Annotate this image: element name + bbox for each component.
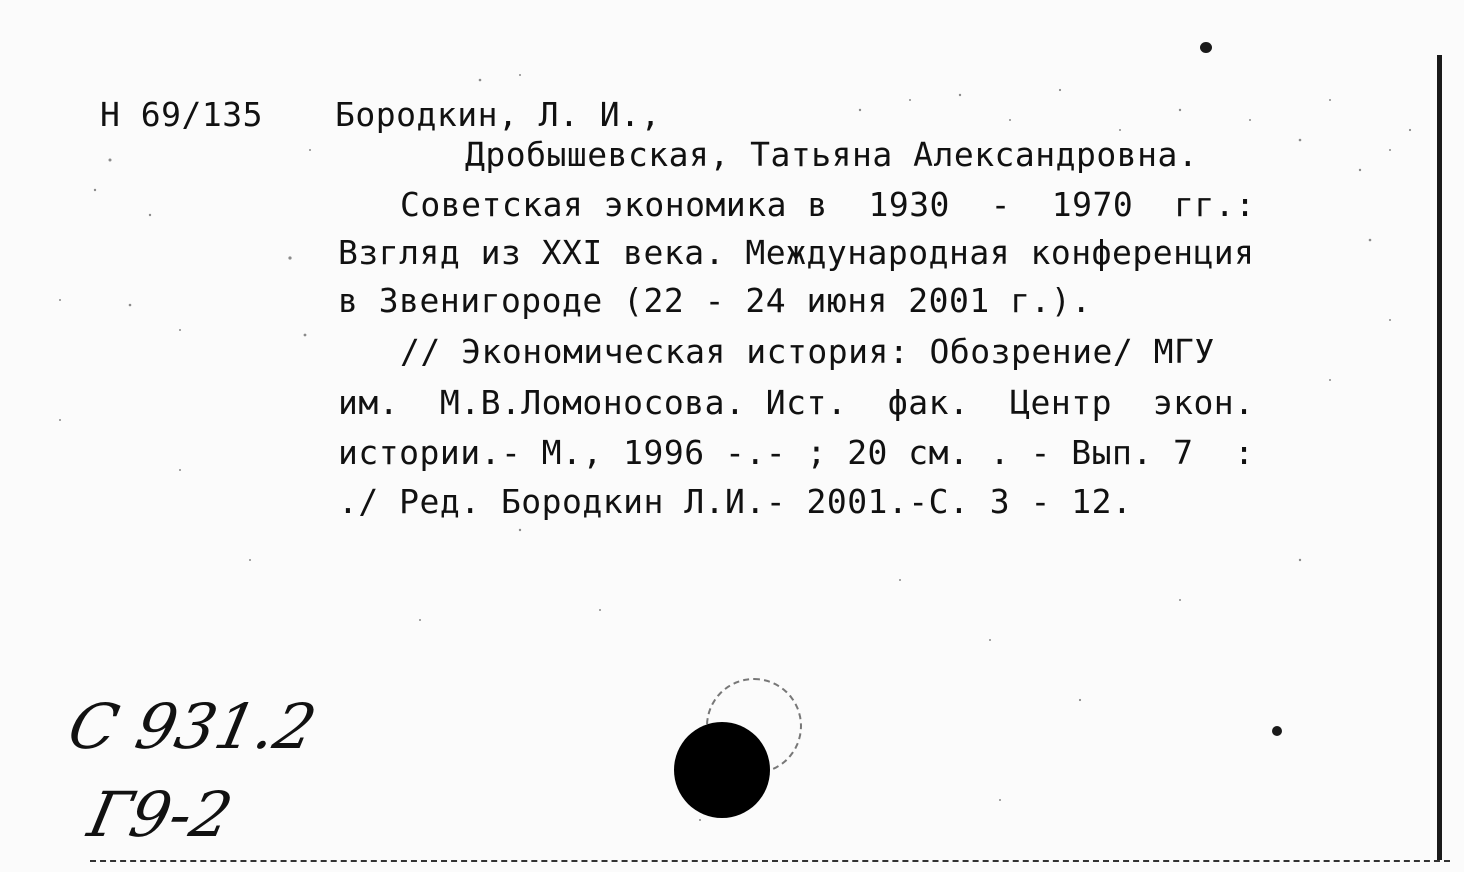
source-line-1: // Экономическая история: Обозрение/ МГУ [400, 332, 1215, 371]
handwritten-classification: С 931.2 [62, 690, 323, 763]
source-line-2: им. М.В.Ломоносова. Ист. фак. Центр экон. [338, 383, 1255, 422]
author-line: Бородкин, Л. И., [335, 95, 661, 134]
source-line-4: ./ Ред. Бородкин Л.И.- 2001.-С. 3 - 12. [338, 482, 1133, 521]
source-line-3: истории.- М., 1996 -.- ; 20 см. . - Вып. 7 : [338, 433, 1255, 472]
coauthor-line: Дробышевская, Татьяна Александровна. [465, 135, 1199, 174]
shelfmark: Н 69/135 [100, 95, 263, 134]
title-line-1: Советская экономика в 1930 - 1970 гг.: [400, 185, 1256, 224]
handwritten-code: Г9-2 [82, 778, 239, 851]
title-line-3: в Звенигороде (22 - 24 июня 2001 г.). [338, 281, 1092, 320]
title-line-2: Взгляд из XXI века. Международная конференция [338, 233, 1255, 272]
